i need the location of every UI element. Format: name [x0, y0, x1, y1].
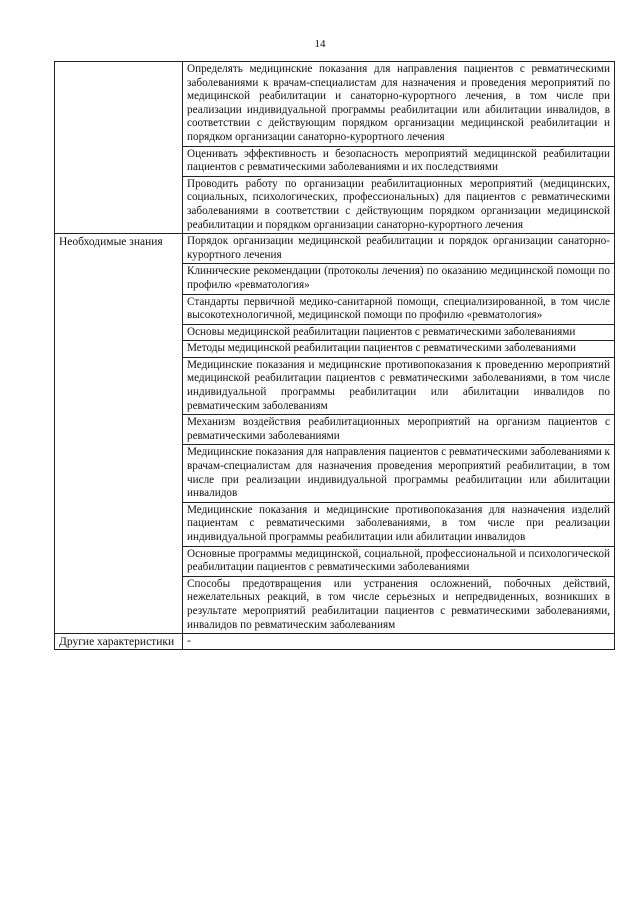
list-item: Методы медицинской реабилитации пациентов с ревматическими заболеваниями — [183, 341, 614, 358]
list-item: Оценивать эффективность и безопасность мероприятий медицинской реабилитации пациентов с ревматическими заболеваниями и их последствиями — [183, 147, 614, 177]
list-item: Медицинские показания для направления пациентов с ревматическими заболеваниями к врачам-специалистам для назначения проведения мероприятий реабилитации, в том числе при реализации индивидуальной программы реабилитации или абилитации инвалидов — [183, 445, 614, 502]
list-item: Стандарты первичной медико-санитарной помощи, специализированной, в том числе высокотехнологичной, медицинской помощи по профилю «ревматология» — [183, 295, 614, 325]
list-item: Проводить работу по организации реабилитационных мероприятий (медицинских, социальных, психологических, профессиональных) для пациентов с ревматическими заболеваниями в соответствии с действующим порядком организации медицинской реабилитации и порядком организации санаторно-курортного лечения — [187, 177, 610, 231]
table-row — [55, 62, 615, 234]
list-item: Медицинские показания и медицинские противопоказания для назначения изделий пациентам с ревматическими заболеваниями, в том числе при реализации индивидуальной программы реабилитации или абилитации инвалидов — [183, 503, 614, 547]
list-item: Механизм воздействия реабилитационных мероприятий на организм пациентов с ревматическими заболеваниями — [183, 415, 614, 445]
list-item: Медицинские показания и медицинские противопоказания к проведению мероприятий медицинской реабилитации пациентов с ревматическими заболеваниями, в том числе индивидуальной программы реабилитации или абилитации инвалидов по ревматическим заболеваниям — [183, 358, 614, 415]
list-item: Основы медицинской реабилитации пациентов с ревматическими заболеваниями — [183, 325, 614, 342]
list-item: - — [187, 635, 191, 648]
page-number: 14 — [314, 38, 326, 50]
list-item: Способы предотвращения или устранения осложнений, побочных действий, нежелательных реакций, в том числе серьезных и непредвиденных, возникших в результате мероприятий реабилитации пациентов с ревматическими заболеваниями, инвалидов по ревматическим заболеваниям — [187, 577, 610, 631]
row-content — [183, 634, 615, 650]
row-content — [183, 234, 615, 634]
table-row — [55, 634, 615, 650]
table-row — [55, 234, 615, 634]
list-item: Порядок организации медицинской реабилитации и порядок организации санаторно-курортного лечения — [183, 234, 614, 264]
list-item: Клинические рекомендации (протоколы лечения) по оказанию медицинской помощи по профилю «ревматология» — [183, 264, 614, 294]
competency-table — [54, 61, 615, 650]
row-label: Другие характеристики — [55, 634, 183, 650]
row-label — [55, 62, 183, 234]
list-item: Определять медицинские показания для направления пациентов с ревматическими заболеваниями к врачам-специалистам для назначения и проведения мероприятий по медицинской реабилитации и санаторно-курортного лечения, в том числе при реализации индивидуальной программы реабилитации или абилитации инвалидов, в соответствии с действующим порядком организации медицинской реабилитации и порядком организации санаторно-курортного лечения — [183, 62, 614, 147]
row-content — [183, 62, 615, 234]
list-item: Основные программы медицинской, социальной, профессиональной и психологической реабилитации пациентов с ревматическими заболеваниями — [183, 547, 614, 577]
row-label: Необходимые знания — [55, 234, 183, 634]
